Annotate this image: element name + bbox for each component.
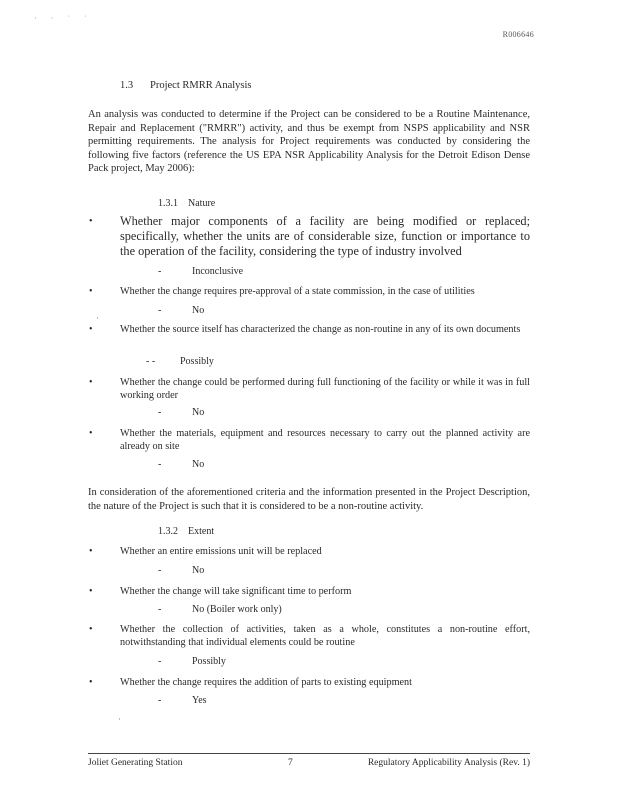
subsection-heading-nature [158, 198, 215, 209]
criterion-answer: - No [158, 305, 205, 316]
subsection-title: Extent [188, 526, 215, 537]
intro-paragraph: An analysis was conducted to determine if the Project can be considered to be a Routine Maintenance, Repair and Replacement ("RMRR") activity, and thus be exempt from NSPS applicability and NSR permitting requirements. The analysis for Project requirements was conducted by considering the following five factors (reference the US EPA NSR Applicability Analysis for the Detroit Edison Dense Pack project, May 2006): [88, 109, 530, 174]
section-number: 1.3 [120, 80, 134, 91]
bullet-icon: • [89, 677, 93, 688]
criterion-item [89, 376, 530, 402]
section-title: Project RMRR Analysis [150, 80, 252, 91]
bullet-icon: • [89, 286, 93, 297]
footer-left: Joliet Generating Station [88, 758, 183, 768]
section-heading [120, 80, 252, 91]
criterion-text: Whether the source itself has characterized the change as non-routine in any of its own documents [120, 324, 521, 335]
criterion-item [89, 323, 530, 336]
criterion-item [89, 585, 530, 598]
document-id: R006646 [502, 30, 534, 39]
criterion-text: Whether major components of a facility are being modified or replaced; specifically, whether the units are of considerable size, function or importance to the operation of the facility, considering the type of industry involved [120, 214, 530, 258]
criterion-answer: - Inconclusive [158, 266, 244, 277]
criterion-item [89, 285, 530, 298]
scan-mark: · [96, 313, 99, 323]
criterion-text: Whether the change could be performed during full functioning of the facility or while it was in full working order [120, 377, 530, 401]
criterion-item [89, 676, 530, 689]
criterion-answer: - No [158, 407, 205, 418]
footer-rule [88, 753, 530, 754]
bullet-icon: • [89, 377, 93, 388]
criterion-answer: - Yes [158, 695, 207, 706]
scan-mark: · [118, 714, 121, 724]
criterion-text: Whether the collection of activities, taken as a whole, constitutes a non-routine effort, notwithstanding that individual elements could be routine [120, 624, 530, 648]
criterion-text: Whether the materials, equipment and resources necessary to carry out the planned activity are already on site [120, 428, 530, 452]
subsection-number: 1.3.1 [158, 198, 178, 209]
page-number: 7 [288, 758, 293, 768]
footer-right: Regulatory Applicability Analysis (Rev. 1) [367, 758, 530, 768]
bullet-icon: • [89, 546, 93, 557]
criterion-text: Whether the change requires pre-approval of a state commission, in the case of utilities [120, 286, 475, 297]
conclusion-paragraph: In consideration of the aforementioned criteria and the information presented in the Project Description, the nature of the Project is such that it is considered to be a non-routine activity. [88, 487, 530, 512]
criterion-answer: - No [158, 565, 205, 576]
criterion-text: Whether an entire emissions unit will be replaced [120, 546, 322, 557]
criterion-text: Whether the change requires the addition of parts to existing equipment [120, 677, 412, 688]
bullet-icon: • [89, 428, 93, 439]
subsection-heading-extent [158, 526, 214, 537]
criterion-answer: - No [158, 459, 205, 470]
criterion-answer: - Possibly [158, 656, 226, 667]
bullet-icon: • [89, 216, 93, 227]
criterion-item [89, 427, 530, 453]
criterion-answer: - - Possibly [146, 356, 214, 367]
bullet-icon: • [89, 586, 93, 597]
subsection-number: 1.3.2 [158, 526, 178, 537]
bullet-icon: • [89, 624, 93, 635]
criterion-item [89, 623, 530, 649]
criterion-text: Whether the change will take significant time to perform [120, 586, 352, 597]
criterion-answer: - No (Boiler work only) [158, 604, 282, 615]
subsection-title: Nature [188, 198, 216, 209]
bullet-icon: • [89, 324, 93, 335]
scan-marks: · · ˙ ˙ [34, 14, 93, 23]
criterion-item [89, 545, 530, 558]
criterion-item [89, 214, 530, 259]
